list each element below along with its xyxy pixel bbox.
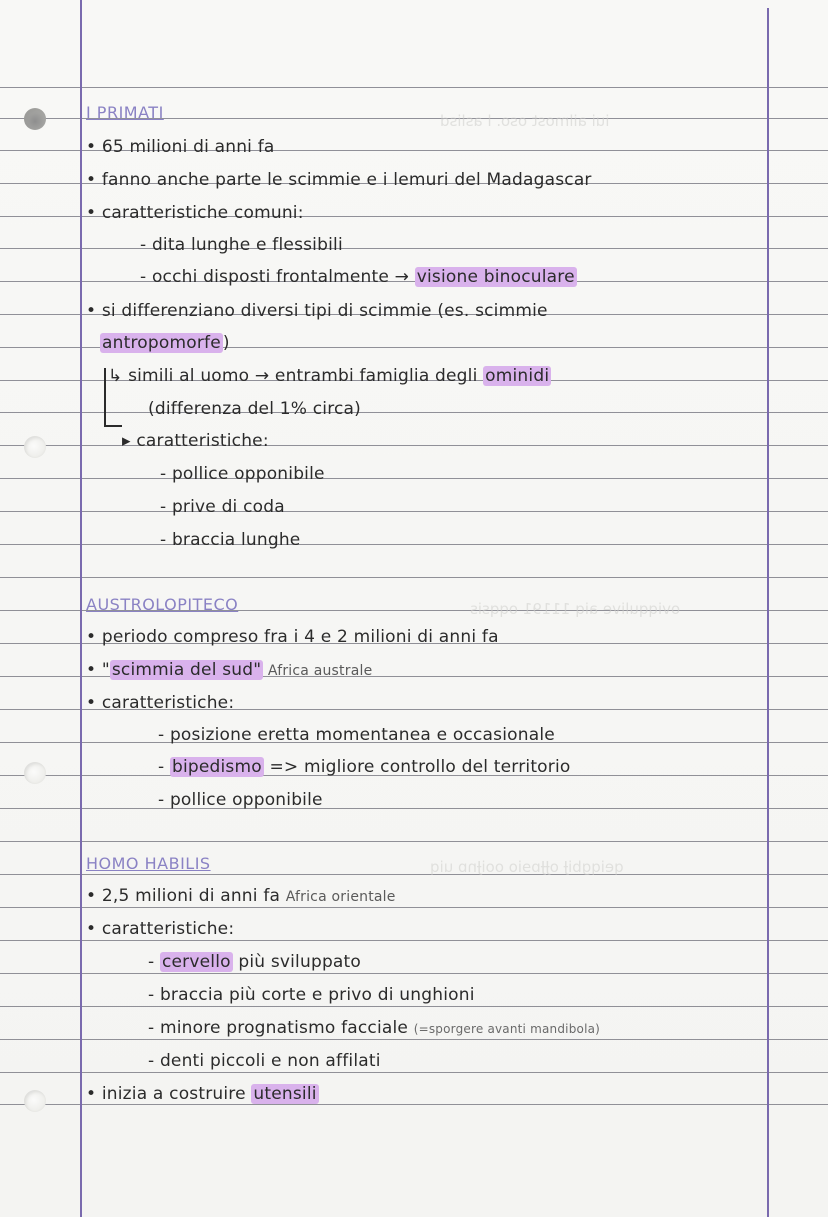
note-text: (=sporgere avanti mandibola) [413,1022,601,1036]
punch-hole [24,1090,46,1112]
bullet-line: • 65 milioni di anni fa [86,137,275,157]
bullet-line: • caratteristiche comuni: [86,203,304,223]
sub-item-text: => migliore controllo del territorio [263,757,571,777]
punch-hole [24,436,46,458]
sub-item: - posizione eretta momentanea e occasionale [158,725,555,745]
sub-item [148,1013,600,1043]
highlighted-term: ominidi [485,366,550,386]
arrow-line [108,361,551,391]
sub-item: - dita lunghe e flessibili [140,235,343,255]
sub-item: - braccia lunghe [160,530,301,550]
highlighted-term: scimmia del sud" [111,660,262,680]
highlighted-term: utensili [253,1084,317,1104]
bullet-quote: • " [86,660,110,680]
bullet-line [86,1079,319,1109]
continuation-line: (differenza del 1% circa) [148,399,362,419]
highlighted-term: antropomorfe [102,333,221,353]
arrow-icon: ▸ [122,431,131,451]
bleed-through-text: iui ailmost oso. l aslisd [440,112,610,130]
highlighted-term: cervello [161,952,231,972]
right-margin-line [767,8,769,1217]
section-title: AUSTROLOPITECO [86,595,239,614]
bleed-through-text: qeiqgbiɈ oɈɈɒɘio ooiɈnɒ uiq [430,858,624,876]
sub-item-text: più sviluppato [232,952,362,972]
bullet-text: • 2,5 milioni di anni fa [86,886,286,906]
dash: - [158,757,170,777]
note-text: Africa australe [263,663,373,679]
bullet-text: • inizia a costruire [86,1084,252,1104]
sub-item-text: - occhi disposti frontalmente → [140,267,410,287]
highlighted-term: visione binoculare [416,267,575,287]
sub-item [158,752,571,782]
sub-item-text: - minore prognatismo facciale [148,1018,414,1038]
sub-item [148,947,361,977]
note-text: Africa orientale [285,889,396,905]
arrow-line [122,426,269,456]
arrow-text: simili al uomo → entrambi famiglia degli [128,366,478,386]
left-margin-line [80,0,82,1217]
continuation-line [100,328,230,358]
section-title: HOMO HABILIS [86,854,211,873]
section-title: I PRIMATI [86,103,164,122]
paren-close: ) [222,333,230,353]
sub-item: - prive di coda [160,497,285,517]
punch-hole [24,762,46,784]
sub-item: - pollice opponibile [160,464,325,484]
bullet-line [86,881,396,911]
bullet-line: • periodo compreso fra i 4 e 2 milioni di anni fa [86,627,499,647]
arrow-text: caratteristiche: [136,431,269,451]
sub-item: - braccia più corte e privo di unghioni [148,985,475,1005]
highlighted-term: bipedismo [171,757,262,777]
tree-connector [104,425,122,427]
punch-hole [24,108,46,130]
bullet-line: • fanno anche parte le scimmie e i lemuri del Madagascar [86,170,592,190]
dash: - [148,952,160,972]
bullet-line: • caratteristiche: [86,693,235,713]
sub-item: - denti piccoli e non affilati [148,1051,381,1071]
bullet-line: • caratteristiche: [86,919,235,939]
bullet-line: • si differenziano diversi tipi di scimmie (es. scimmie [86,301,548,321]
bullet-line [86,655,372,685]
arrow-icon: ↳ [108,366,123,386]
tree-connector [104,368,106,426]
bleed-through-text: oviqqulive aiq 11191 oqqsis [470,600,681,618]
sub-item: - pollice opponibile [158,790,323,810]
sub-item [140,262,577,292]
